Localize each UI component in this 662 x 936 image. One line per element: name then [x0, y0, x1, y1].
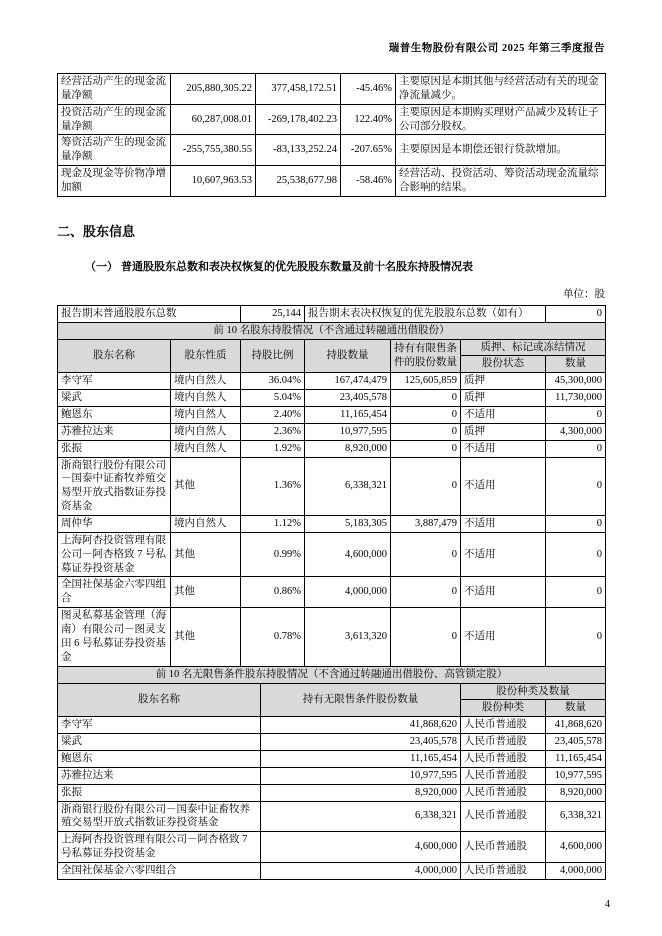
cashflow-current-cell: -255,755,380.55 — [171, 135, 256, 166]
unrestricted-shares-cell: 4,600,000 — [261, 832, 461, 863]
unrestricted-row — [58, 734, 606, 751]
cashflow-current-cell: 205,880,305.22 — [171, 74, 256, 105]
share-qty-cell: 8,920,000 — [546, 784, 606, 801]
unrestricted-shares-cell: 41,868,620 — [261, 717, 461, 734]
cashflow-item-cell: 投资活动产生的现金流量净额 — [58, 104, 171, 135]
unit-label: 单位：股 — [563, 288, 605, 300]
subsection-title: （一） 普通股股东总数和表决权恢复的优先股股东数量及前十名股东持股情况表 — [85, 260, 474, 273]
col-shareholder-nature: 股东性质 — [171, 339, 241, 373]
unrestricted-shares-cell: 4,000,000 — [261, 862, 461, 879]
holding-shares-cell: 11,165,454 — [305, 407, 391, 424]
shareholder-name-cell: 张振 — [58, 784, 261, 801]
col-share-qty: 数量 — [546, 700, 606, 717]
unrestricted-row — [58, 717, 606, 734]
restricted-shares-cell: 0 — [391, 407, 461, 424]
pledge-qty-cell: 0 — [546, 608, 606, 666]
share-qty-cell: 41,868,620 — [546, 717, 606, 734]
restricted-shares-cell: 0 — [391, 440, 461, 457]
cashflow-change-cell: -58.46% — [341, 166, 396, 197]
total-shareholders-value: 25,144 — [241, 305, 305, 322]
share-type-cell: 人民币普通股 — [461, 717, 546, 734]
share-qty-cell: 4,000,000 — [546, 862, 606, 879]
shareholder-row — [58, 608, 606, 666]
shareholder-name-cell: 上海阿杏投资管理有限公司－阿杏格致 7 号私募证券投资基金 — [58, 532, 171, 577]
pledge-status-cell: 不适用 — [461, 532, 546, 577]
pledge-status-cell: 不适用 — [461, 577, 546, 608]
shareholder-nature-cell: 境内自然人 — [171, 390, 241, 407]
cashflow-reason-cell: 主要原因是本期其他与经营活动有关的现金净流量减少。 — [396, 74, 606, 105]
holding-ratio-cell: 36.04% — [241, 373, 305, 390]
holding-shares-cell: 5,183,305 — [305, 516, 391, 533]
holding-shares-cell: 4,600,000 — [305, 532, 391, 577]
holding-ratio-cell: 1.92% — [241, 440, 305, 457]
shareholder-name-cell: 周仲华 — [58, 516, 171, 533]
pledge-qty-cell: 0 — [546, 440, 606, 457]
col-pledge-status: 股份状态 — [461, 356, 546, 373]
holding-shares-cell: 3,613,320 — [305, 608, 391, 666]
preferred-shareholders-label: 报告期末表决权恢复的优先股股东总数（如有） — [305, 305, 546, 322]
restricted-shares-cell: 0 — [391, 608, 461, 666]
pledge-status-cell: 质押 — [461, 390, 546, 407]
restricted-shares-cell: 0 — [391, 423, 461, 440]
cashflow-table — [57, 73, 606, 197]
shareholder-row — [58, 390, 606, 407]
holding-ratio-cell: 2.40% — [241, 407, 305, 424]
shareholder-nature-cell: 境内自然人 — [171, 373, 241, 390]
holding-shares-cell: 4,000,000 — [305, 577, 391, 608]
shareholder-name-cell: 全国社保基金六零四组合 — [58, 862, 261, 879]
shareholder-name-cell: 梁武 — [58, 734, 261, 751]
shareholder-name-cell: 梁武 — [58, 390, 171, 407]
share-type-cell: 人民币普通股 — [461, 801, 546, 832]
shareholder-row — [58, 407, 606, 424]
col-restricted-shares: 持有有限售条件的股份数量 — [391, 339, 461, 373]
holding-ratio-cell: 5.04% — [241, 390, 305, 407]
unrestricted-shares-cell: 8,920,000 — [261, 784, 461, 801]
col-shareholder-name: 股东名称 — [58, 683, 261, 717]
shareholder-name-cell: 苏雅拉达来 — [58, 767, 261, 784]
share-qty-cell: 10,977,595 — [546, 767, 606, 784]
share-type-cell: 人民币普通股 — [461, 750, 546, 767]
pledge-qty-cell: 0 — [546, 532, 606, 577]
shareholder-name-cell: 图灵私募基金管理（海南）有限公司－图灵支田 6 号私募证券投资基金 — [58, 608, 171, 666]
cashflow-item-cell: 经营活动产生的现金流量净额 — [58, 74, 171, 105]
cashflow-current-cell: 10,607,963.53 — [171, 166, 256, 197]
header-row — [58, 683, 606, 700]
pledge-status-cell: 质押 — [461, 423, 546, 440]
holding-ratio-cell: 1.12% — [241, 516, 305, 533]
shareholder-row — [58, 516, 606, 533]
shareholder-name-cell: 鲍恩东 — [58, 750, 261, 767]
restricted-shares-cell: 0 — [391, 390, 461, 407]
cashflow-prior-cell: 377,458,172.51 — [256, 74, 341, 105]
table-row — [58, 135, 606, 166]
pledge-status-cell: 不适用 — [461, 516, 546, 533]
restricted-shares-cell: 3,887,479 — [391, 516, 461, 533]
top10-shareholders-table — [57, 305, 606, 667]
cashflow-reason-cell: 经营活动、投资活动、筹资活动现金流量综合影响的结果。 — [396, 166, 606, 197]
cashflow-prior-cell: -83,133,252.24 — [256, 135, 341, 166]
holding-ratio-cell: 0.86% — [241, 577, 305, 608]
col-holding-shares: 持股数量 — [305, 339, 391, 373]
table-row — [58, 104, 606, 135]
unrestricted-shareholders-table — [57, 666, 606, 880]
shareholder-nature-cell: 其他 — [171, 532, 241, 577]
shareholder-row — [58, 577, 606, 608]
cashflow-reason-cell: 主要原因是本期偿还银行贷款增加。 — [396, 135, 606, 166]
shareholder-name-cell: 李守军 — [58, 373, 171, 390]
col-pledge-group: 质押、标记或冻结情况 — [461, 339, 606, 356]
cashflow-item-cell: 筹资活动产生的现金流量净额 — [58, 135, 171, 166]
cashflow-change-cell: -45.46% — [341, 74, 396, 105]
shareholder-name-cell: 鲍恩东 — [58, 407, 171, 424]
top10-band-title: 前 10 名股东持股情况（不含通过转融通出借股份） — [58, 322, 606, 339]
col-holding-ratio: 持股比例 — [241, 339, 305, 373]
report-title: 瑞普生物股份有限公司 2025 年第三季度报告 — [388, 43, 605, 54]
shareholder-name-cell: 浙商银行股份有限公司－国泰中证畜牧养殖交易型开放式指数证券投资基金 — [58, 457, 171, 515]
pledge-qty-cell: 4,300,000 — [546, 423, 606, 440]
shareholder-name-cell: 苏雅拉达来 — [58, 423, 171, 440]
shareholder-row — [58, 532, 606, 577]
cashflow-change-cell: -207.65% — [341, 135, 396, 166]
shareholder-nature-cell: 境内自然人 — [171, 407, 241, 424]
shareholder-name-cell: 上海阿杏投资管理有限公司－阿杏格致 7 号私募证券投资基金 — [58, 832, 261, 863]
shareholder-row — [58, 457, 606, 515]
preferred-shareholders-value: 0 — [546, 305, 606, 322]
total-shareholders-label: 报告期末普通股股东总数 — [58, 305, 241, 322]
unrestricted-row — [58, 801, 606, 832]
band-row — [58, 322, 606, 339]
share-qty-cell: 11,165,454 — [546, 750, 606, 767]
header-row — [58, 339, 606, 356]
unrestricted-band-title: 前 10 名无限售条件股东持股情况（不含通过转融通出借股份、高管锁定股） — [58, 666, 606, 683]
shareholder-nature-cell: 境内自然人 — [171, 516, 241, 533]
shareholder-row — [58, 440, 606, 457]
pledge-status-cell: 质押 — [461, 373, 546, 390]
holding-shares-cell: 6,338,321 — [305, 457, 391, 515]
table-row — [58, 74, 606, 105]
share-type-cell: 人民币普通股 — [461, 784, 546, 801]
summary-row — [58, 305, 606, 322]
holding-ratio-cell: 1.36% — [241, 457, 305, 515]
col-shareholder-name: 股东名称 — [58, 339, 171, 373]
pledge-qty-cell: 0 — [546, 516, 606, 533]
unrestricted-row — [58, 767, 606, 784]
shareholder-row — [58, 373, 606, 390]
restricted-shares-cell: 125,605,859 — [391, 373, 461, 390]
unrestricted-shares-cell: 10,977,595 — [261, 767, 461, 784]
col-unrestricted-shares: 持有无限售条件股份数量 — [261, 683, 461, 717]
table-row — [58, 166, 606, 197]
unrestricted-row — [58, 784, 606, 801]
share-type-cell: 人民币普通股 — [461, 832, 546, 863]
col-share-type: 股份种类 — [461, 700, 546, 717]
cashflow-item-cell: 现金及现金等价物净增加额 — [58, 166, 171, 197]
holding-shares-cell: 167,474,479 — [305, 373, 391, 390]
unrestricted-shares-cell: 11,165,454 — [261, 750, 461, 767]
restricted-shares-cell: 0 — [391, 577, 461, 608]
col-pledge-qty: 数量 — [546, 356, 606, 373]
holding-shares-cell: 23,405,578 — [305, 390, 391, 407]
pledge-status-cell: 不适用 — [461, 457, 546, 515]
shareholder-nature-cell: 其他 — [171, 457, 241, 515]
restricted-shares-cell: 0 — [391, 457, 461, 515]
section-title: 二、股东信息 — [57, 223, 136, 239]
holding-shares-cell: 10,977,595 — [305, 423, 391, 440]
holding-shares-cell: 8,920,000 — [305, 440, 391, 457]
unrestricted-shares-cell: 23,405,578 — [261, 734, 461, 751]
unrestricted-row — [58, 832, 606, 863]
cashflow-prior-cell: -269,178,402.23 — [256, 104, 341, 135]
shareholder-row — [58, 423, 606, 440]
restricted-shares-cell: 0 — [391, 532, 461, 577]
pledge-status-cell: 不适用 — [461, 440, 546, 457]
col-share-type-qty-group: 股份种类及数量 — [461, 683, 606, 700]
shareholder-nature-cell: 其他 — [171, 608, 241, 666]
unrestricted-row — [58, 750, 606, 767]
share-qty-cell: 23,405,578 — [546, 734, 606, 751]
band-row — [58, 666, 606, 683]
unrestricted-row — [58, 862, 606, 879]
pledge-status-cell: 不适用 — [461, 407, 546, 424]
pledge-qty-cell: 0 — [546, 407, 606, 424]
holding-ratio-cell: 2.36% — [241, 423, 305, 440]
cashflow-change-cell: 122.40% — [341, 104, 396, 135]
shareholder-name-cell: 张振 — [58, 440, 171, 457]
cashflow-prior-cell: 25,538,677.98 — [256, 166, 341, 197]
holding-ratio-cell: 0.99% — [241, 532, 305, 577]
shareholder-nature-cell: 其他 — [171, 577, 241, 608]
cashflow-reason-cell: 主要原因是本期购买理财产品减少及转让子公司部分股权。 — [396, 104, 606, 135]
cashflow-current-cell: 60,287,008.01 — [171, 104, 256, 135]
shareholder-name-cell: 李守军 — [58, 717, 261, 734]
shareholder-nature-cell: 境内自然人 — [171, 440, 241, 457]
pledge-qty-cell: 11,730,000 — [546, 390, 606, 407]
pledge-qty-cell: 45,300,000 — [546, 373, 606, 390]
pledge-qty-cell: 0 — [546, 577, 606, 608]
unrestricted-shares-cell: 6,338,321 — [261, 801, 461, 832]
shareholder-name-cell: 全国社保基金六零四组合 — [58, 577, 171, 608]
share-qty-cell: 4,600,000 — [546, 832, 606, 863]
share-type-cell: 人民币普通股 — [461, 862, 546, 879]
shareholder-nature-cell: 境内自然人 — [171, 423, 241, 440]
pledge-qty-cell: 0 — [546, 457, 606, 515]
pledge-status-cell: 不适用 — [461, 608, 546, 666]
page-number: 4 — [605, 899, 610, 910]
share-type-cell: 人民币普通股 — [461, 767, 546, 784]
shareholder-name-cell: 浙商银行股份有限公司－国泰中证畜牧养殖交易型开放式指数证券投资基金 — [58, 801, 261, 832]
share-qty-cell: 6,338,321 — [546, 801, 606, 832]
share-type-cell: 人民币普通股 — [461, 734, 546, 751]
holding-ratio-cell: 0.78% — [241, 608, 305, 666]
